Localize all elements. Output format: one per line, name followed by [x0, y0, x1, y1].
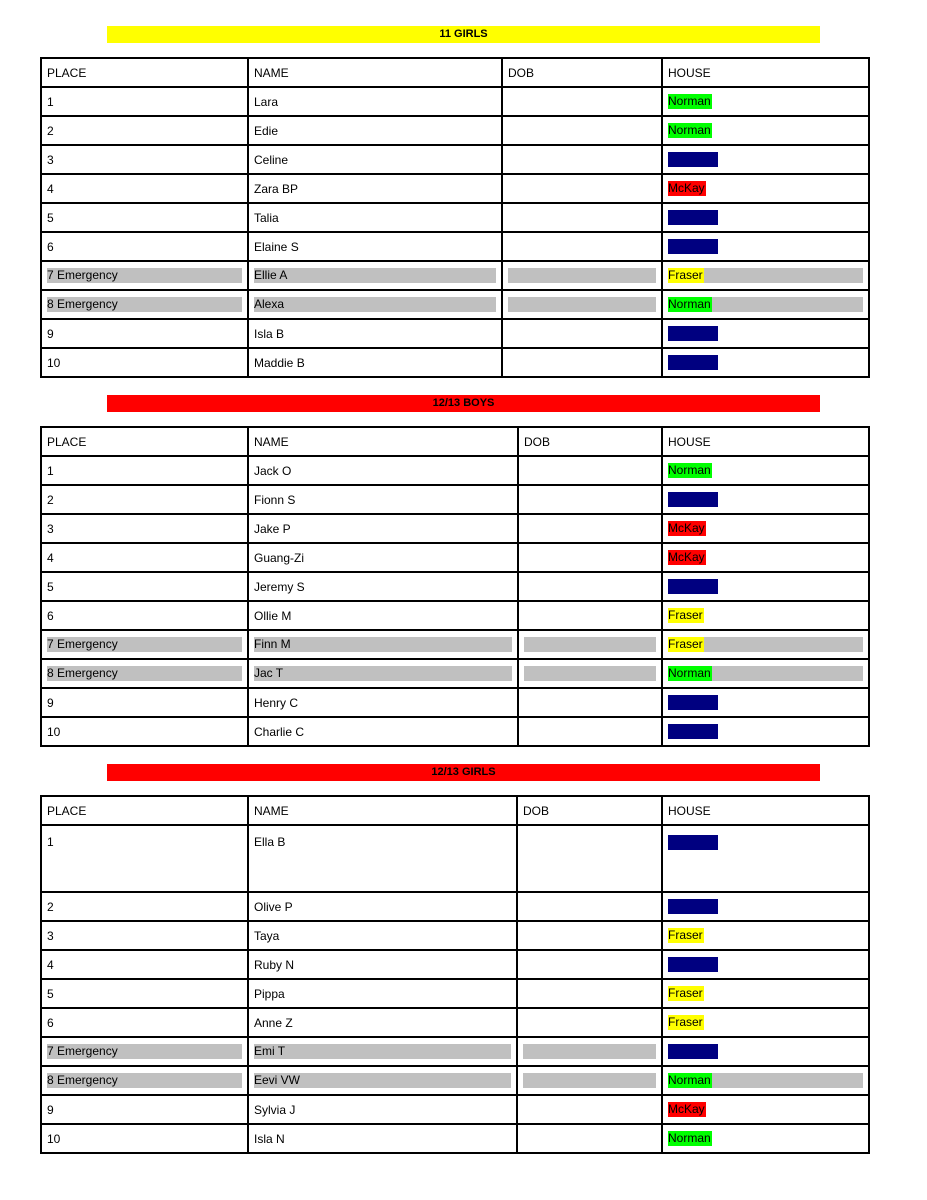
house-cell	[662, 456, 869, 485]
name-cell	[248, 203, 502, 232]
dob-highlight	[523, 1073, 656, 1088]
name-cell	[248, 950, 517, 979]
house-cell	[662, 543, 869, 572]
table-row-emergency	[41, 1037, 869, 1066]
table-row	[41, 456, 869, 485]
place-text: 4	[47, 957, 54, 972]
house-badge: Fraser	[668, 1015, 703, 1029]
column-header-dob: DOB	[502, 58, 662, 87]
table-row-emergency	[41, 290, 869, 319]
table-row	[41, 1124, 869, 1153]
dob-cell	[518, 572, 662, 601]
name-text: Isla B	[254, 326, 285, 341]
name-text: Olive P	[254, 899, 293, 914]
place-highlight: 7 Emergency	[47, 268, 242, 283]
place-highlight: 7 Emergency	[47, 1044, 242, 1059]
house-cell	[662, 319, 869, 348]
house-cell	[662, 290, 869, 319]
table-row	[41, 514, 869, 543]
table-row	[41, 601, 869, 630]
name-highlight: Alexa	[254, 297, 496, 312]
house-cell	[662, 630, 869, 659]
place-cell	[41, 319, 248, 348]
place-highlight: 8 Emergency	[47, 666, 242, 681]
house-badge: Fraser	[668, 986, 703, 1000]
name-text: Ella B	[254, 835, 286, 849]
name-cell	[248, 485, 518, 514]
dob-cell	[502, 145, 662, 174]
place-cell	[41, 1066, 248, 1095]
dob-cell	[518, 688, 662, 717]
name-text: Anne Z	[254, 1015, 293, 1030]
place-text: 5	[47, 986, 54, 1001]
table-row	[41, 174, 869, 203]
table-row-emergency	[41, 630, 869, 659]
place-cell	[41, 174, 248, 203]
house-cell	[662, 203, 869, 232]
house-cell	[662, 348, 869, 377]
name-cell	[248, 1037, 517, 1066]
place-text: 4	[47, 181, 54, 196]
house-cell	[662, 1124, 869, 1153]
place-cell	[41, 825, 248, 892]
name-cell	[248, 348, 502, 377]
place-text: 9	[47, 1102, 54, 1117]
table-row	[41, 232, 869, 261]
column-header-name: NAME	[248, 427, 518, 456]
table-row	[41, 717, 869, 746]
name-cell	[248, 688, 518, 717]
header-row	[41, 427, 869, 456]
column-header-house: HOUSE	[662, 796, 869, 825]
name-cell	[248, 174, 502, 203]
dob-cell	[518, 543, 662, 572]
house-badge: Fraser	[668, 268, 703, 282]
dob-highlight	[524, 666, 656, 681]
name-text: Celine	[254, 152, 289, 167]
dob-cell	[517, 1095, 662, 1124]
column-header-house: HOUSE	[662, 427, 869, 456]
house-badge: McKay	[668, 1102, 705, 1116]
dob-cell	[517, 1037, 662, 1066]
house-cell	[662, 979, 869, 1008]
house-badge: Norman	[668, 123, 711, 137]
name-cell	[248, 659, 518, 688]
dob-cell	[518, 601, 662, 630]
house-badge: Norman	[668, 1073, 711, 1087]
name-text: Fionn S	[254, 492, 296, 507]
name-text: Ruby N	[254, 957, 295, 972]
place-text: 5	[47, 579, 54, 594]
dob-cell	[517, 950, 662, 979]
place-text: 6	[47, 239, 54, 254]
house-cell	[662, 485, 869, 514]
place-text: 10	[47, 724, 61, 739]
name-text: Isla N	[254, 1131, 285, 1146]
name-text: Ollie M	[254, 608, 292, 623]
dob-cell	[517, 1124, 662, 1153]
column-header-name: NAME	[248, 796, 517, 825]
place-highlight: 7 Emergency	[47, 637, 242, 652]
place-cell	[41, 1037, 248, 1066]
house-cell	[662, 174, 869, 203]
house-badge: Norman	[668, 666, 711, 680]
house-badge: Bradman	[668, 210, 717, 224]
place-highlight: 8 Emergency	[47, 1073, 242, 1088]
name-cell	[248, 116, 502, 145]
house-cell	[662, 601, 869, 630]
place-text: 1	[47, 835, 54, 849]
place-cell	[41, 543, 248, 572]
dob-highlight	[508, 297, 656, 312]
place-cell	[41, 659, 248, 688]
house-highlight	[704, 268, 863, 283]
house-badge: Bradman	[668, 724, 717, 738]
place-text: 1	[47, 94, 54, 109]
name-text: Maddie B	[254, 355, 305, 370]
column-header-place: PLACE	[41, 796, 248, 825]
name-cell	[248, 572, 518, 601]
table-row-emergency	[41, 261, 869, 290]
dob-cell	[517, 825, 662, 892]
place-text: 6	[47, 608, 54, 623]
place-cell	[41, 601, 248, 630]
section-title-12-13-boys: 12/13 BOYS	[107, 395, 820, 412]
dob-cell	[518, 630, 662, 659]
name-highlight: Finn M	[254, 637, 512, 652]
house-badge: Bradman	[668, 152, 717, 166]
place-cell	[41, 630, 248, 659]
place-cell	[41, 514, 248, 543]
place-cell	[41, 688, 248, 717]
table-row	[41, 319, 869, 348]
house-cell	[662, 717, 869, 746]
name-cell	[248, 261, 502, 290]
place-cell	[41, 232, 248, 261]
place-cell	[41, 485, 248, 514]
house-cell	[662, 892, 869, 921]
column-header-place: PLACE	[41, 427, 248, 456]
house-badge: McKay	[668, 550, 705, 564]
house-badge: Fraser	[668, 608, 703, 622]
place-text: 1	[47, 463, 54, 478]
name-highlight: Eevi VW	[254, 1073, 511, 1088]
section-title-11-girls: 11 GIRLS	[107, 26, 820, 43]
place-cell	[41, 1124, 248, 1153]
dob-cell	[502, 348, 662, 377]
place-cell	[41, 145, 248, 174]
place-cell	[41, 261, 248, 290]
place-text: 6	[47, 1015, 54, 1030]
name-text: Talia	[254, 210, 279, 225]
house-cell	[662, 921, 869, 950]
dob-highlight	[523, 1044, 656, 1059]
table-row	[41, 203, 869, 232]
name-highlight: Emi T	[254, 1044, 511, 1059]
dob-highlight	[524, 637, 656, 652]
house-badge: Fraser	[668, 928, 703, 942]
table-row	[41, 688, 869, 717]
column-header-place: PLACE	[41, 58, 248, 87]
house-cell	[662, 116, 869, 145]
dob-cell	[518, 456, 662, 485]
place-cell	[41, 290, 248, 319]
table-row	[41, 921, 869, 950]
table-row	[41, 979, 869, 1008]
dob-cell	[502, 87, 662, 116]
dob-cell	[502, 261, 662, 290]
house-cell	[662, 232, 869, 261]
place-text: 5	[47, 210, 54, 225]
place-text: 10	[47, 1131, 61, 1146]
dob-cell	[502, 116, 662, 145]
dob-cell	[517, 1008, 662, 1037]
name-cell	[248, 630, 518, 659]
name-text: Edie	[254, 123, 279, 138]
house-cell	[662, 825, 869, 892]
place-text: 9	[47, 326, 54, 341]
house-badge: Bradman	[668, 326, 717, 340]
place-text: 3	[47, 152, 54, 167]
house-highlight	[712, 666, 863, 681]
house-badge: McKay	[668, 181, 705, 195]
name-highlight: Jac T	[254, 666, 512, 681]
table-row	[41, 950, 869, 979]
place-cell	[41, 87, 248, 116]
table-row	[41, 116, 869, 145]
house-cell	[662, 1037, 869, 1066]
place-cell	[41, 456, 248, 485]
name-cell	[248, 145, 502, 174]
house-badge: Bradman	[668, 1044, 717, 1058]
house-cell	[662, 1095, 869, 1124]
place-cell	[41, 979, 248, 1008]
house-badge: Bradman	[668, 695, 717, 709]
house-highlight	[712, 1073, 863, 1088]
name-text: Zara BP	[254, 181, 299, 196]
place-text: 2	[47, 492, 54, 507]
column-header-dob: DOB	[518, 427, 662, 456]
section-title-12-13-girls: 12/13 GIRLS	[107, 764, 820, 781]
place-cell	[41, 1008, 248, 1037]
house-cell	[662, 1066, 869, 1095]
house-badge: Norman	[668, 1131, 711, 1145]
dob-cell	[502, 203, 662, 232]
name-text: Elaine S	[254, 239, 299, 254]
house-badge: Bradman	[668, 579, 717, 593]
name-cell	[248, 319, 502, 348]
house-cell	[662, 950, 869, 979]
place-cell	[41, 203, 248, 232]
place-text: 2	[47, 123, 54, 138]
dob-cell	[517, 979, 662, 1008]
dob-cell	[518, 717, 662, 746]
name-text: Pippa	[254, 986, 285, 1001]
name-text: Jack O	[254, 463, 292, 478]
house-highlight	[704, 637, 863, 652]
name-cell	[248, 892, 517, 921]
dob-cell	[518, 659, 662, 688]
roster-table-11-girls	[40, 57, 870, 378]
place-cell	[41, 348, 248, 377]
table-row	[41, 572, 869, 601]
name-cell	[248, 825, 517, 892]
name-cell	[248, 921, 517, 950]
place-cell	[41, 921, 248, 950]
name-cell	[248, 1124, 517, 1153]
place-cell	[41, 1095, 248, 1124]
name-highlight: Ellie A	[254, 268, 496, 283]
name-cell	[248, 543, 518, 572]
table-row	[41, 348, 869, 377]
dob-cell	[517, 1066, 662, 1095]
dob-cell	[518, 514, 662, 543]
table-row	[41, 543, 869, 572]
name-text: Jeremy S	[254, 579, 305, 594]
house-badge: Norman	[668, 94, 711, 108]
dob-cell	[502, 232, 662, 261]
name-cell	[248, 601, 518, 630]
table-row	[41, 1008, 869, 1037]
table-row	[41, 892, 869, 921]
house-cell	[662, 572, 869, 601]
table-row	[41, 825, 869, 892]
house-cell	[662, 87, 869, 116]
name-text: Henry C	[254, 695, 299, 710]
column-header-dob: DOB	[517, 796, 662, 825]
name-text: Jake P	[254, 521, 291, 536]
place-cell	[41, 116, 248, 145]
place-cell	[41, 892, 248, 921]
name-cell	[248, 717, 518, 746]
place-text: 4	[47, 550, 54, 565]
place-text: 9	[47, 695, 54, 710]
house-cell	[662, 261, 869, 290]
table-row	[41, 87, 869, 116]
name-text: Charlie C	[254, 724, 305, 739]
house-badge: Fraser	[668, 637, 703, 651]
place-text: 3	[47, 928, 54, 943]
house-badge: Norman	[668, 297, 711, 311]
place-cell	[41, 717, 248, 746]
table-row	[41, 145, 869, 174]
house-cell	[662, 688, 869, 717]
house-badge: Bradman	[668, 355, 717, 369]
name-text: Guang-Zi	[254, 550, 305, 565]
place-text: 10	[47, 355, 61, 370]
house-badge: Bradman	[668, 957, 717, 971]
dob-cell	[502, 319, 662, 348]
name-text: Taya	[254, 928, 280, 943]
name-cell	[248, 514, 518, 543]
dob-cell	[517, 921, 662, 950]
column-header-house: HOUSE	[662, 58, 869, 87]
house-badge: Norman	[668, 463, 711, 477]
column-header-name: NAME	[248, 58, 502, 87]
name-cell	[248, 87, 502, 116]
place-cell	[41, 572, 248, 601]
header-row	[41, 58, 869, 87]
place-cell	[41, 950, 248, 979]
house-cell	[662, 145, 869, 174]
dob-cell	[502, 290, 662, 319]
house-highlight	[712, 297, 863, 312]
header-row	[41, 796, 869, 825]
dob-cell	[502, 174, 662, 203]
house-badge: Bradman	[668, 492, 717, 506]
house-badge: McKay	[668, 521, 705, 535]
dob-cell	[518, 485, 662, 514]
house-badge: Bradman	[668, 835, 717, 849]
place-text: 2	[47, 899, 54, 914]
roster-table-12-13-boys	[40, 426, 870, 747]
house-badge: Bradman	[668, 239, 717, 253]
name-cell	[248, 290, 502, 319]
house-cell	[662, 1008, 869, 1037]
name-cell	[248, 232, 502, 261]
name-cell	[248, 1066, 517, 1095]
name-cell	[248, 1095, 517, 1124]
dob-highlight	[508, 268, 656, 283]
table-row-emergency	[41, 1066, 869, 1095]
name-cell	[248, 1008, 517, 1037]
name-text: Sylvia J	[254, 1102, 296, 1117]
table-row	[41, 1095, 869, 1124]
name-cell	[248, 979, 517, 1008]
place-highlight: 8 Emergency	[47, 297, 242, 312]
table-row	[41, 485, 869, 514]
house-cell	[662, 659, 869, 688]
name-text: Lara	[254, 94, 279, 109]
dob-cell	[517, 892, 662, 921]
house-cell	[662, 514, 869, 543]
name-cell	[248, 456, 518, 485]
house-badge: Bradman	[668, 899, 717, 913]
roster-table-12-13-girls	[40, 795, 870, 1154]
place-text: 3	[47, 521, 54, 536]
table-row-emergency	[41, 659, 869, 688]
